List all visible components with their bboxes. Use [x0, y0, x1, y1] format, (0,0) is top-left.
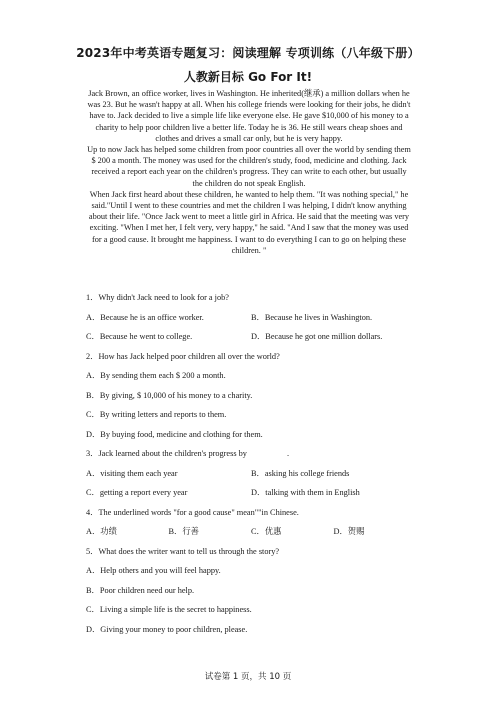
answer-option[interactable]: C．优惠 — [251, 527, 282, 536]
page-title: 2023年中考英语专题复习：阅读理解 专项训练（八年级下册） — [76, 46, 420, 60]
option-row — [86, 464, 416, 484]
answer-option[interactable]: A．visiting them each year — [86, 468, 178, 478]
question-stem-tail: . — [286, 449, 290, 458]
answer-option[interactable]: B．Poor children need our help. — [86, 585, 195, 595]
answer-option[interactable]: A．Because he is an office worker. — [86, 312, 204, 322]
answer-option[interactable]: C．Because he went to college. — [86, 332, 193, 341]
option-row — [86, 327, 416, 347]
question-stem — [86, 444, 416, 464]
answer-option[interactable]: D．talking with them in English — [251, 488, 360, 497]
answer-option[interactable]: D．Because he got one million dollars. — [251, 332, 383, 341]
answer-option[interactable]: C．Living a simple life is the secret to happiness. — [86, 605, 252, 614]
answer-option[interactable]: B．Because he lives in Washington. — [251, 312, 373, 322]
answer-option[interactable]: D．By buying food, medicine and clothing for them. — [86, 429, 263, 439]
option-row — [86, 522, 416, 542]
answer-option[interactable]: A．功绩 — [86, 527, 117, 536]
page-footer: 试卷第 1 页，共 10 页 — [204, 672, 292, 682]
question-stem: 1．Why didn't Jack need to look for a job? — [86, 293, 229, 302]
passage-paragraph: Jack Brown, an office worker, lives in Washington. He inherited(继承) a million dollars when he was 23. But he wasn't happy at all. When his college friends were looking for their jobs, he didn't have to. Jack decided to live a simple life like everyone else. He gave $10,000 of his money to a charity to help poor children live a better life. Today he is 36. He still wears cheap shoes and clothes and drives a small car only, but he is very happy. — [87, 89, 411, 143]
passage-paragraph: Up to now Jack has helped some children from poor countries all over the world by sending them $ 200 a month. The money was used for the children's study, food, medicine and clothing. Jack received a report each year on the children's progress. They can write to each other, but usually the children do not speak English. — [87, 145, 411, 188]
answer-option[interactable]: D．Giving your money to poor children, please. — [86, 624, 248, 634]
answer-option[interactable]: A．Help others and you will feel happy. — [86, 566, 221, 575]
question-list — [86, 288, 416, 639]
answer-option[interactable]: D．贺赐 — [333, 527, 365, 536]
option-row — [86, 483, 416, 503]
answer-option[interactable]: C．getting a report every year — [86, 488, 188, 497]
answer-option[interactable]: B．行善 — [168, 527, 199, 536]
answer-option[interactable]: B．asking his college friends — [251, 468, 350, 478]
answer-option[interactable]: B．By giving, $ 10,000 of his money to a charity. — [86, 390, 253, 400]
reading-passage — [86, 88, 412, 256]
question-stem: 5．What does the writer want to tell us through the story? — [86, 546, 280, 556]
question-stem: 4．The underlined words "for a good cause" mean""in Chinese. — [86, 507, 299, 517]
answer-option[interactable]: C．By writing letters and reports to them. — [86, 410, 227, 419]
answer-option[interactable]: A．By sending them each $ 200 a month. — [86, 371, 226, 380]
question-stem-text: 3．Jack learned about the children's progress by — [86, 449, 247, 458]
question-stem: 2．How has Jack helped poor children all over the world? — [86, 351, 280, 361]
page-subtitle: 人教新目标 Go For It! — [183, 70, 313, 84]
passage-paragraph: When Jack first heard about these children, he wanted to help them. "It was nothing special," he said."Until I went to these countries and met the children I was helping, I didn't know anything about their life. "Once Jack went to meet a little girl in Africa. He said that the meeting was very exciting. "When I met her, I felt very, very happy," he said. "And I saw that the money was used for a good cause. It brought me happiness. I want to do everything I can to go on helping these children. " — [88, 189, 410, 255]
option-row — [86, 308, 416, 328]
